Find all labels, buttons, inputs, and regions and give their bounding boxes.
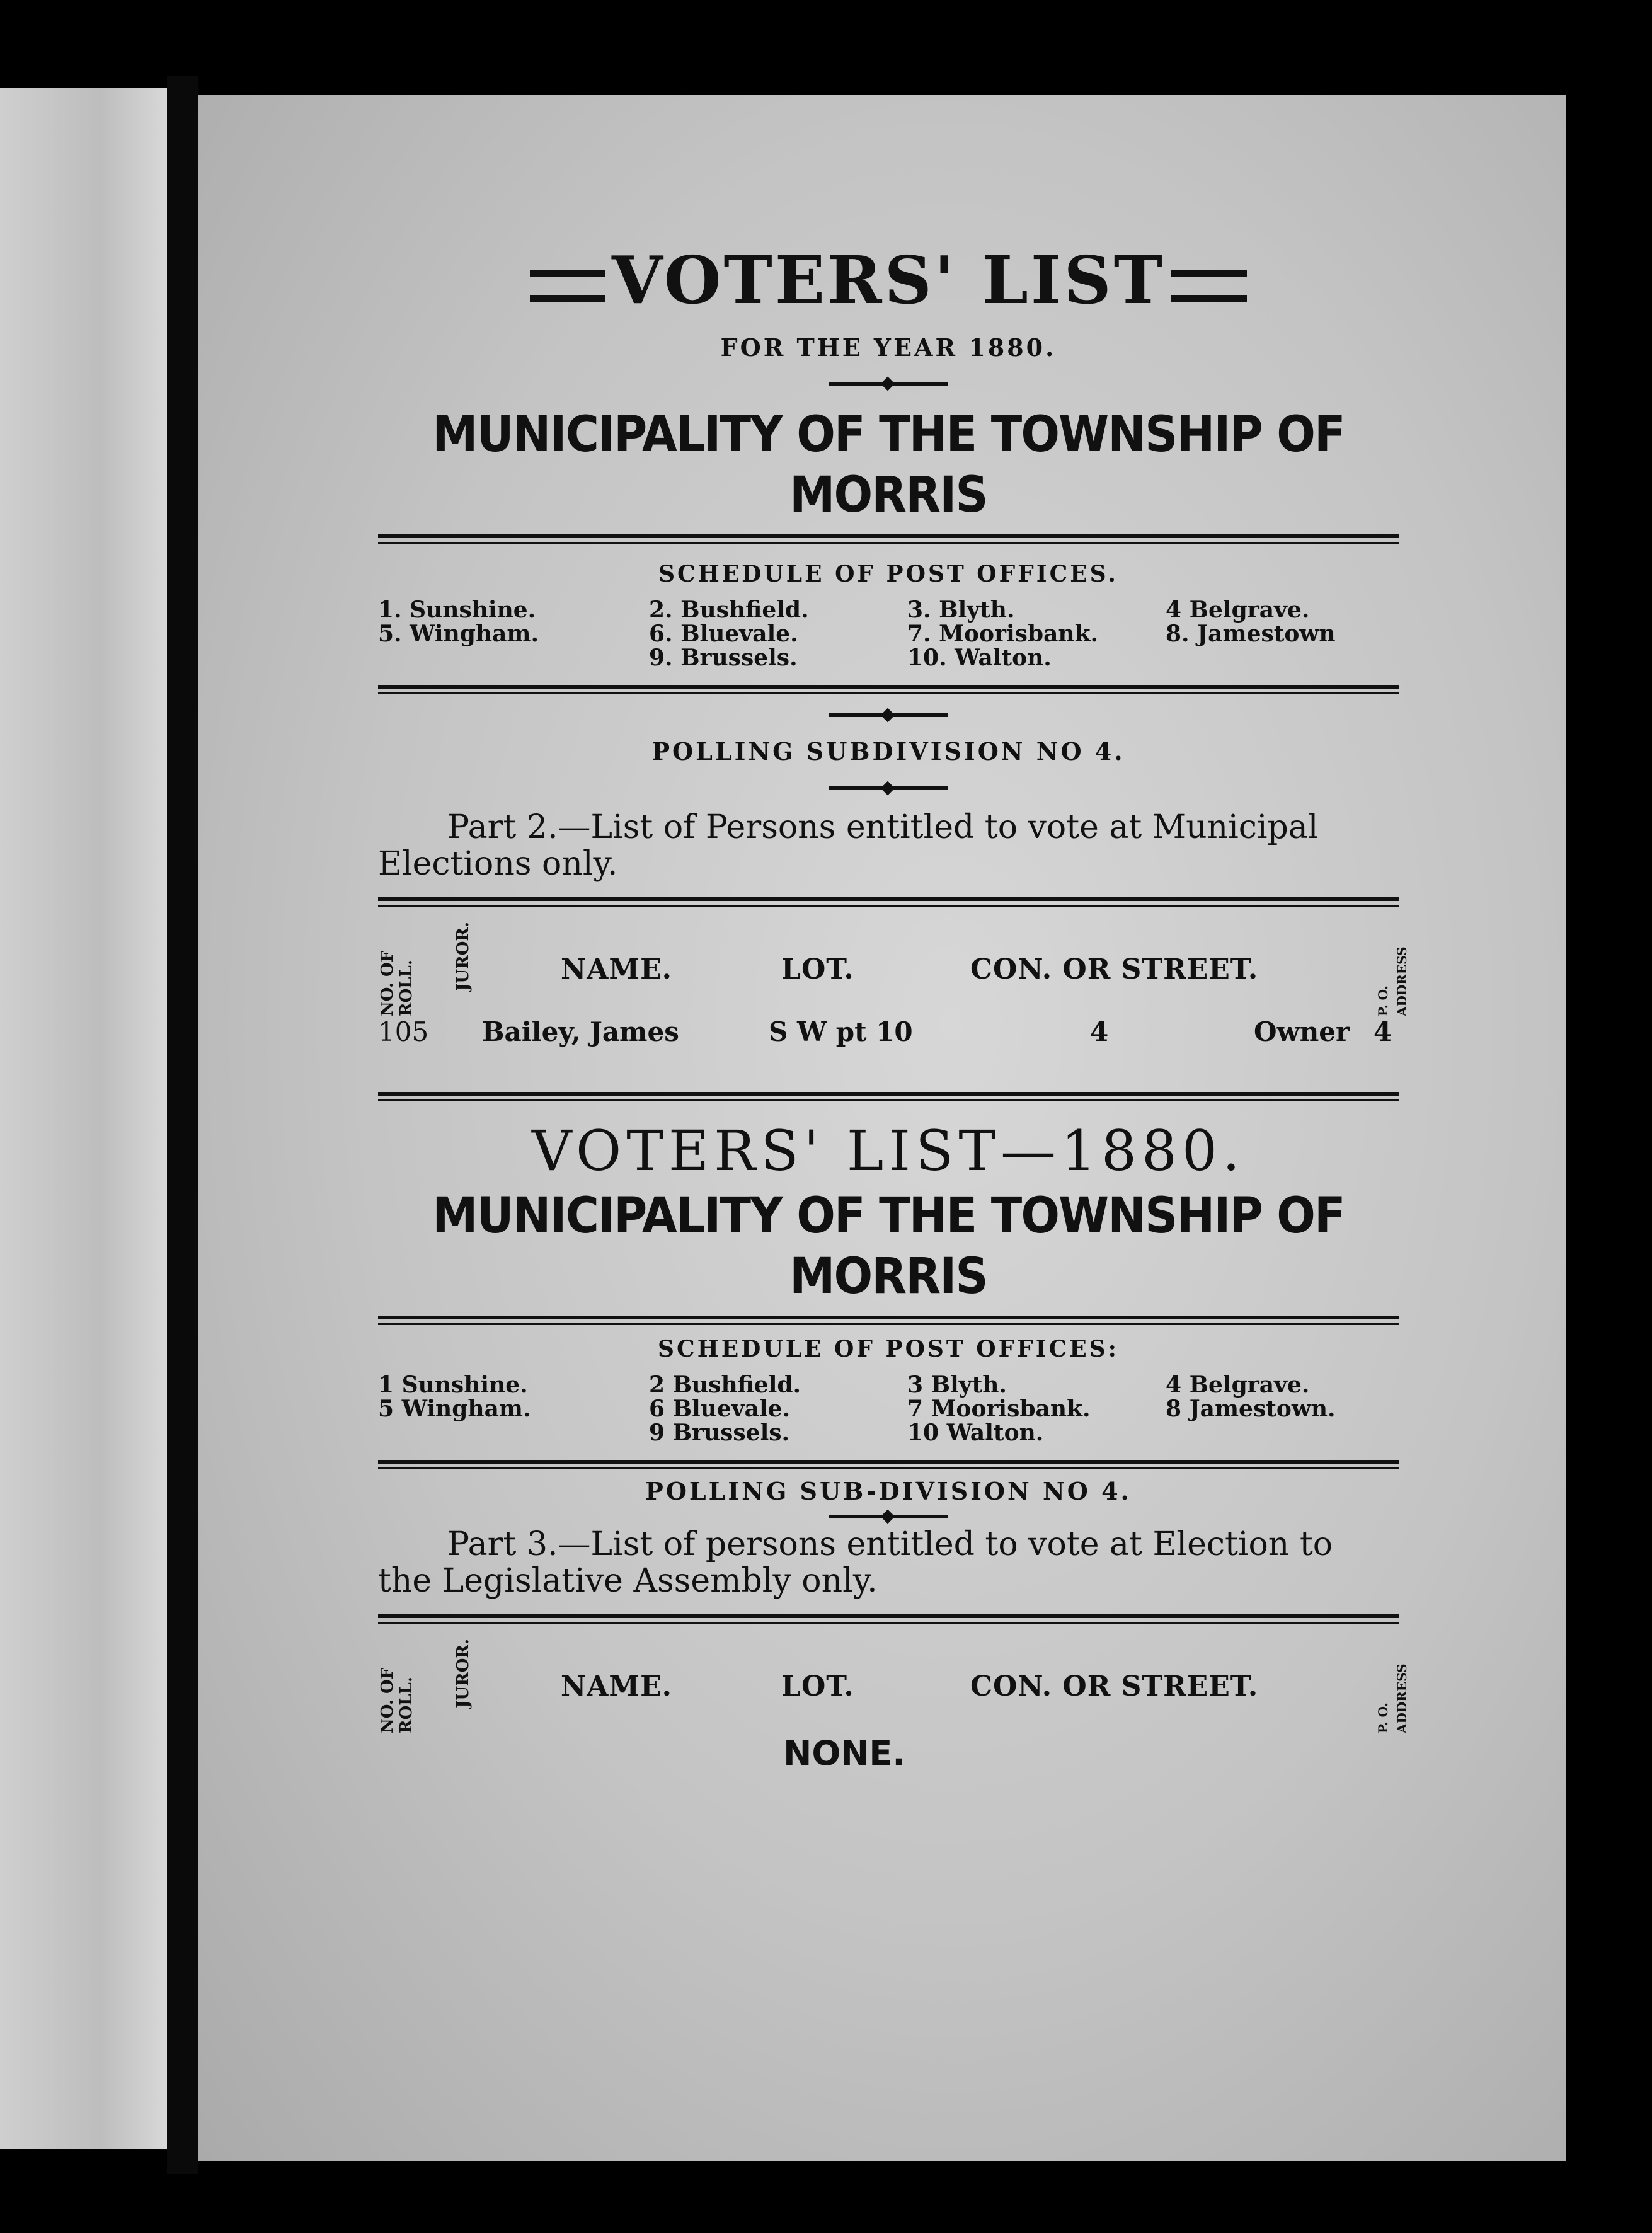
- post-office-item: 1. Sunshine.: [378, 597, 536, 623]
- table-header: [378, 916, 1409, 1016]
- post-office-item: 7. Moorisbank.: [907, 621, 1099, 647]
- divider-ornament: [829, 786, 948, 790]
- cell-lot: S W pt 10: [769, 1016, 913, 1047]
- post-office-item: 6 Bluevale.: [649, 1396, 791, 1422]
- cell-concession: 4: [1090, 1016, 1109, 1047]
- none-entry: NONE.: [783, 1733, 905, 1773]
- municipality-heading: MUNICIPALITY OF THE TOWNSHIP OF MORRIS: [432, 1188, 1345, 1305]
- facing-page-fragment: [0, 88, 167, 2149]
- post-office-item: 5 Wingham.: [378, 1396, 531, 1422]
- header-no-of-roll: NO. OF ROLL.: [378, 1667, 416, 1733]
- post-office-item: 10 Walton.: [907, 1420, 1044, 1446]
- post-office-list: [378, 1373, 1399, 1445]
- document-page: [198, 95, 1566, 2161]
- post-office-item: 10. Walton.: [907, 645, 1052, 671]
- table-header: [378, 1633, 1409, 1733]
- divider-ornament: [829, 1515, 948, 1518]
- header-lot: LOT.: [781, 1670, 854, 1702]
- header-juror: JUROR.: [454, 1639, 473, 1708]
- post-office-item: 3. Blyth.: [907, 597, 1015, 623]
- header-name: NAME.: [561, 1670, 672, 1702]
- post-office-item: [378, 1421, 649, 1445]
- header-po-address: P. O. ADDRESS: [1375, 946, 1409, 1016]
- cell-roll-number: 105: [378, 1016, 429, 1047]
- header-con-or-street: CON. OR STREET.: [970, 953, 1259, 985]
- post-office-item: [1166, 646, 1399, 670]
- post-office-list: [378, 598, 1399, 670]
- table-row: [378, 1016, 1399, 1060]
- header-no-of-roll: NO. OF ROLL.: [378, 950, 416, 1016]
- double-rule: [378, 1460, 1399, 1469]
- part-line: Part 2.—List of Persons entitled to vote at Municipal: [447, 808, 1319, 846]
- post-office-item: 8 Jamestown.: [1166, 1396, 1336, 1422]
- post-office-item: 4 Belgrave.: [1166, 597, 1310, 623]
- double-rule: [378, 897, 1399, 907]
- voters-list-1880-title: VOTERS' LIST—1880.: [532, 1118, 1245, 1183]
- book-spine: [167, 76, 198, 2174]
- title-right-ornament: [1171, 270, 1247, 302]
- part-line: the Legislative Assembly only.: [378, 1562, 878, 1600]
- post-office-item: 2. Bushfield.: [649, 597, 809, 623]
- schedule-title: SCHEDULE OF POST OFFICES.: [658, 561, 1118, 587]
- post-office-item: 6. Bluevale.: [649, 621, 798, 647]
- year-subtitle: FOR THE YEAR 1880.: [720, 333, 1057, 362]
- voters-list-title: [378, 239, 1399, 321]
- post-office-item: 9. Brussels.: [649, 645, 798, 671]
- header-po-address: P. O. ADDRESS: [1375, 1663, 1409, 1733]
- double-rule: [378, 685, 1399, 694]
- post-office-item: [378, 646, 649, 670]
- part-description: [378, 1526, 1399, 1599]
- municipality-heading: MUNICIPALITY OF THE TOWNSHIP OF MORRIS: [432, 406, 1345, 524]
- polling-subdivision-heading: POLLING SUBDIVISION NO 4.: [651, 737, 1125, 766]
- title-left-ornament: [530, 270, 605, 302]
- voters-list-title-text: VOTERS' LIST: [612, 241, 1165, 319]
- post-office-item: 9 Brussels.: [649, 1420, 790, 1446]
- post-office-item: 2 Bushfield.: [649, 1372, 801, 1398]
- part-line: Part 3.—List of persons entitled to vote at Election to: [447, 1525, 1333, 1563]
- post-office-item: 5. Wingham.: [378, 621, 539, 647]
- post-office-item: 3 Blyth.: [907, 1372, 1007, 1398]
- cell-type: Owner: [1254, 1016, 1350, 1047]
- page-content: [378, 239, 1409, 1773]
- schedule-title: SCHEDULE OF POST OFFICES:: [658, 1336, 1119, 1362]
- post-office-item: 4 Belgrave.: [1166, 1372, 1310, 1398]
- header-name: NAME.: [561, 953, 672, 985]
- polling-subdivision-heading: POLLING SUB-DIVISION NO 4.: [645, 1477, 1132, 1505]
- post-office-item: 7 Moorisbank.: [907, 1396, 1091, 1422]
- double-rule: [378, 1614, 1399, 1624]
- double-rule: [378, 534, 1399, 544]
- part-line: Elections only.: [378, 845, 618, 883]
- post-office-item: [1166, 1421, 1399, 1445]
- part-description: [378, 809, 1399, 882]
- double-rule: [378, 1092, 1399, 1101]
- divider-ornament: [829, 713, 948, 717]
- header-lot: LOT.: [781, 953, 854, 985]
- header-con-or-street: CON. OR STREET.: [970, 1670, 1259, 1702]
- post-office-item: 1 Sunshine.: [378, 1372, 528, 1398]
- post-office-item: 8. Jamestown: [1166, 621, 1336, 647]
- cell-po: 4: [1374, 1016, 1392, 1047]
- divider-ornament: [829, 382, 948, 386]
- cell-name: Bailey, James: [482, 1016, 679, 1047]
- header-juror: JUROR.: [454, 922, 473, 991]
- double-rule: [378, 1316, 1399, 1325]
